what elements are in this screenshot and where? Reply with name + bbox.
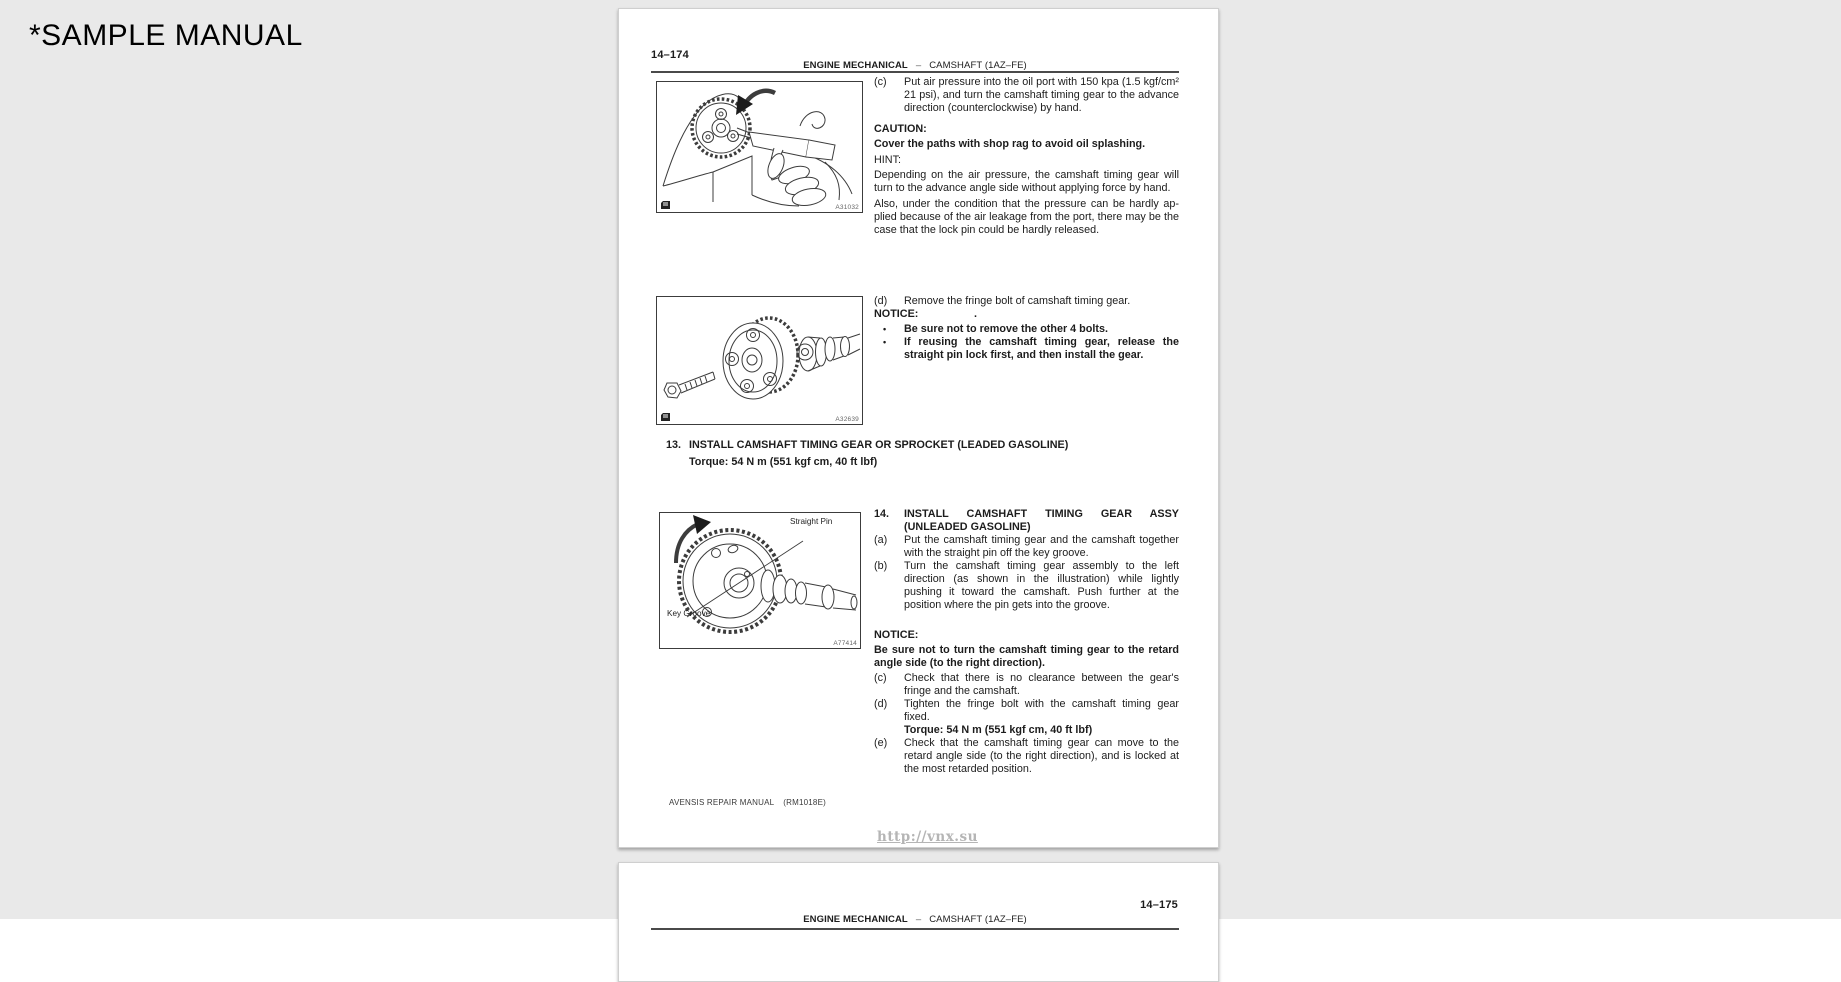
page-number: 14–175: [1140, 899, 1178, 911]
step-c-block: [874, 76, 1179, 237]
caution-label: CAUTION:: [874, 123, 927, 135]
page-footer: [669, 798, 826, 807]
bullet-text: Be sure not to remove the other 4 bolts.: [904, 323, 1108, 335]
step-text: Check that the camshaft timing gear can move to the retard angle side (to the right direction), and is locked at the most retarded position.: [904, 737, 1179, 775]
step-d-block: [874, 295, 1179, 362]
bullet-icon: •: [883, 337, 887, 347]
bullet-icon: •: [883, 324, 887, 334]
site-watermark: http://vnx.su: [877, 829, 978, 845]
step-text: Tighten the fringe bolt with the camshaft timing gear fixed.: [904, 698, 1179, 723]
step-14-notice-block: [874, 629, 1179, 776]
figure-exploded-view: [656, 296, 863, 425]
sample-manual-banner: *SAMPLE MANUAL: [29, 19, 303, 52]
step-d: [874, 295, 1179, 308]
step-label: (d): [874, 295, 888, 307]
publisher-logo-icon: [661, 413, 670, 421]
step-label: (b): [874, 560, 888, 572]
header-section: ENGINE MECHANICAL: [803, 914, 908, 925]
page-header: [651, 60, 1179, 71]
step-title: INSTALL CAMSHAFT TIMING GEAR OR SPROCKET (LEADED GASOLINE): [689, 439, 1069, 451]
step-text: Turn the camshaft timing gear assembly to the left direction (as shown in the illustration) while lightly pushing it toward the camshaft. Push further at the position where the pin gets into the groove.: [904, 560, 1179, 611]
step-label: (c): [874, 76, 887, 88]
step-text: Put the camshaft timing gear and the camshaft together with the straight pin off the key groove.: [904, 534, 1179, 559]
manual-code: (RM1018E): [783, 798, 826, 807]
hint-text-1: Depending on the air pressure, the camshaft timing gear will turn to the advance angle side without applying force by hand.: [874, 169, 1179, 194]
step-text: Remove the fringe bolt of camshaft timing gear.: [904, 295, 1131, 307]
torque-spec: Torque: 54 N m (551 kgf cm, 40 ft lbf): [689, 456, 878, 468]
step-14e: [874, 737, 1179, 776]
step-title: INSTALL CAMSHAFT TIMING GEAR ASSY (UNLEADED GASOLINE): [904, 508, 1179, 533]
step-label: (e): [874, 737, 888, 749]
label-straight-pin: Straight Pin: [790, 517, 833, 526]
step-label: (a): [874, 534, 888, 546]
header-separator: –: [915, 914, 922, 925]
figure-air-pressure: [656, 81, 863, 213]
exploded-view-illustration: [657, 297, 861, 423]
notice-bullet-2: [874, 336, 1179, 362]
hint-text-2: Also, under the condition that the pressure can be hardly ap-plied because of the air leakage from the port, there may be the case that the lock pin could be hardly released.: [874, 198, 1179, 236]
manual-page-175: [618, 862, 1219, 982]
notice-label: NOTICE:: [874, 629, 919, 641]
notice-label-row: [874, 308, 1179, 321]
header-topic: CAMSHAFT (1AZ–FE): [929, 60, 1027, 71]
step-label: (d): [874, 698, 888, 710]
caution-text: Cover the paths with shop rag to avoid oil splashing.: [874, 138, 1146, 150]
header-topic: CAMSHAFT (1AZ–FE): [929, 914, 1027, 925]
step-c: [874, 76, 1179, 115]
step-13-torque-row: [666, 456, 1181, 469]
page-header: [651, 914, 1179, 925]
page-number: 14–174: [651, 49, 689, 61]
figure-code: A32639: [835, 416, 859, 423]
bullet-text: If reusing the camshaft timing gear, release the straight pin lock first, and then install the gear.: [904, 336, 1179, 361]
header-section: ENGINE MECHANICAL: [803, 60, 908, 71]
step-14d: [874, 698, 1179, 737]
step-14c: [874, 672, 1179, 698]
figure-code: A77414: [833, 640, 857, 647]
air-gun-illustration: [657, 82, 861, 211]
publisher-logo-icon: [661, 201, 670, 209]
header-separator: –: [915, 60, 922, 71]
notice-label: NOTICE:: [874, 308, 919, 320]
manual-page-174: [618, 8, 1219, 848]
hint-label: HINT:: [874, 154, 901, 166]
torque-spec: Torque: 54 N m (551 kgf cm, 40 ft lbf): [904, 724, 1093, 736]
step-14b: [874, 560, 1179, 612]
step-label: (c): [874, 672, 887, 684]
figure-code: A31032: [835, 204, 859, 211]
step-text: Put air pressure into the oil port with 150 kpa (1.5 kgf/cm² 21 psi), and turn the camshaft timing gear to the advance direction (counterclockwise) by hand.: [904, 76, 1179, 114]
label-key-groove: Key Groove: [667, 609, 711, 618]
notice-text: Be sure not to turn the camshaft timing gear to the retard angle side (to the right direction).: [874, 644, 1179, 669]
sprocket-illustration: [660, 513, 859, 647]
step-14-title-row: [874, 508, 1179, 534]
step-number: 14.: [874, 508, 890, 520]
step-13-block: [666, 439, 1181, 469]
step-14a: [874, 534, 1179, 560]
step-13-title-row: [666, 439, 1181, 452]
figure-timing-gear-install: [659, 512, 861, 649]
step-text: Check that there is no clearance between the gear's fringe and the camshaft.: [904, 672, 1179, 697]
stray-mark: .: [974, 308, 977, 320]
manual-title: AVENSIS REPAIR MANUAL: [669, 798, 775, 807]
header-rule: [651, 928, 1179, 930]
step-number: 13.: [666, 439, 682, 451]
notice-bullet-1: [874, 323, 1179, 336]
step-14-block: [874, 508, 1179, 612]
header-rule: [651, 71, 1179, 73]
